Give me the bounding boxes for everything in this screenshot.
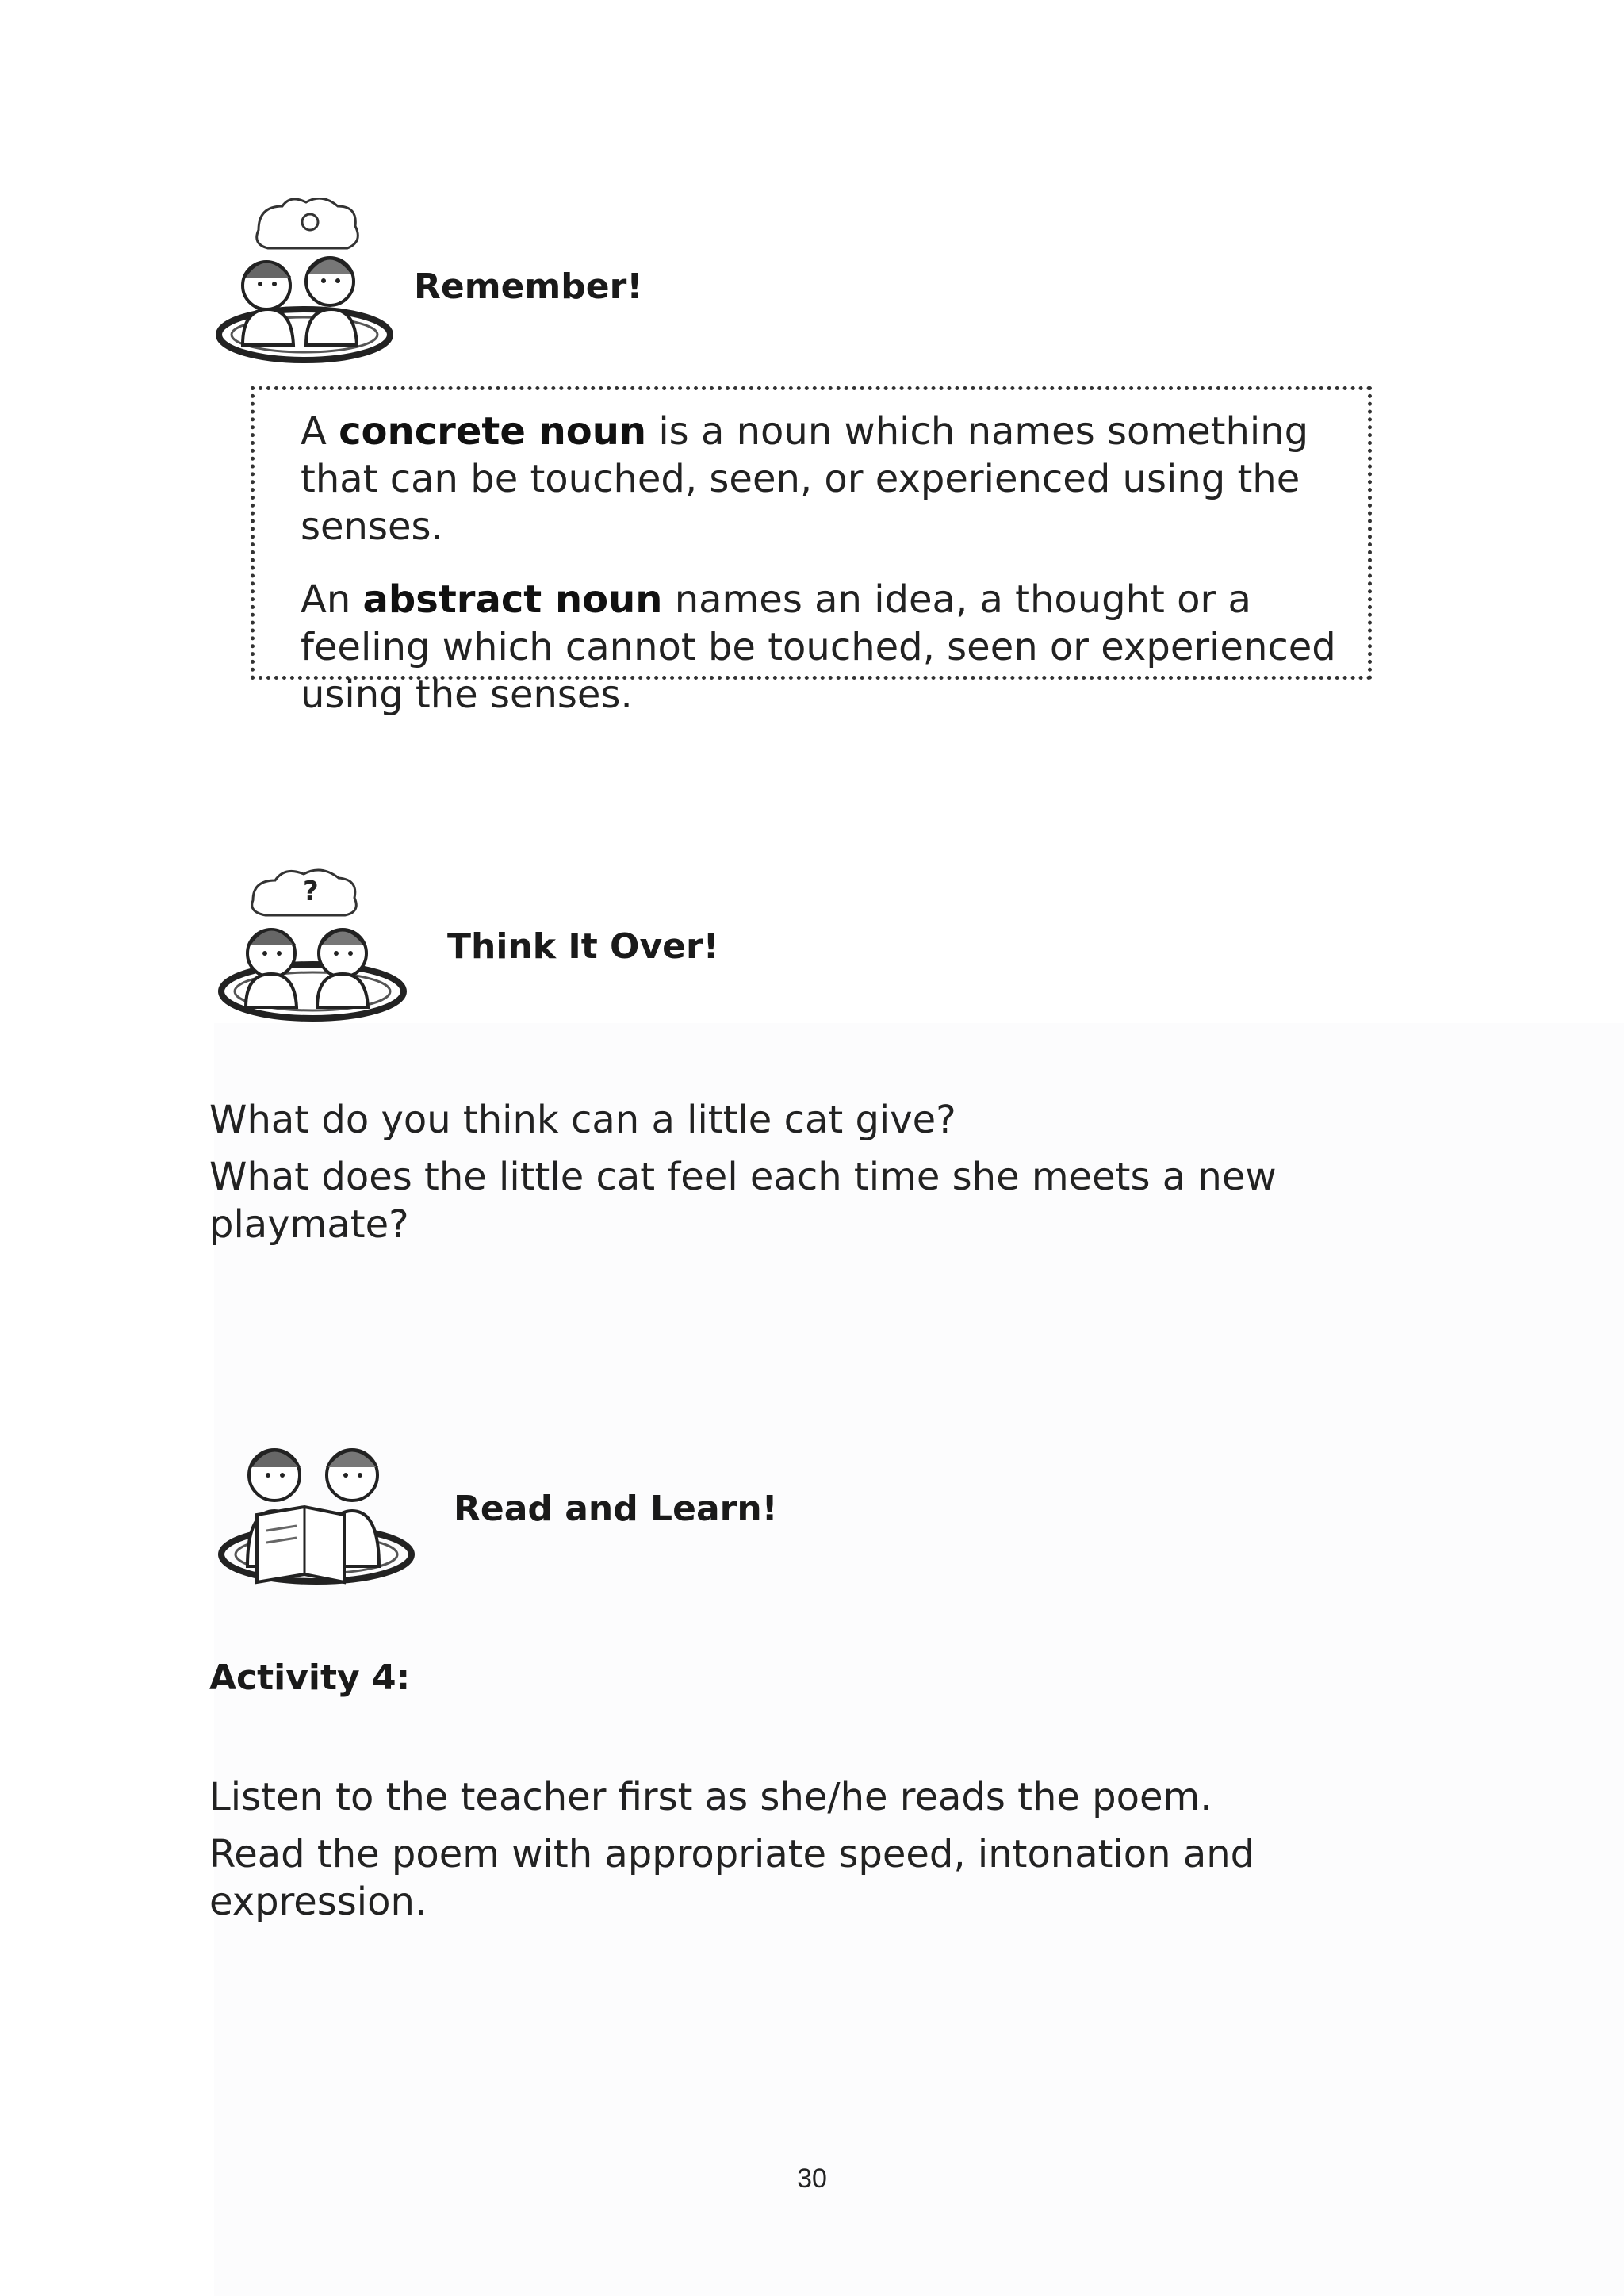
concrete-noun-term: concrete noun: [339, 409, 647, 454]
page-number: 30: [797, 2164, 827, 2194]
svg-text:?: ?: [303, 876, 319, 907]
concrete-noun-definition: A concrete noun is a noun which names something that can be touched, seen, or experienced using the senses.: [301, 409, 1309, 549]
abstract-noun-term: abstract noun: [362, 577, 663, 622]
definition-box: [251, 386, 1372, 717]
question-1: What do you think can a little cat give?: [209, 1098, 956, 1142]
abstract-noun-definition: An abstract noun names an idea, a thought or a feeling which cannot be touched, seen or experienced using the senses.: [301, 577, 1336, 717]
think-it-over-heading: Think It Over!: [447, 926, 719, 967]
question-2: What does the little cat feel each time she meets a new playmate?: [209, 1155, 1277, 1247]
remember-children-icon: [211, 198, 393, 365]
remember-heading: Remember!: [414, 266, 643, 307]
read-children-icon: [209, 1428, 419, 1594]
instruction-2: Read the poem with appropriate speed, intonation and expression.: [209, 1832, 1255, 1924]
activity-label: Activity 4:: [209, 1658, 411, 1698]
read-and-learn-heading: Read and Learn!: [454, 1489, 778, 1529]
think-questions: [209, 1096, 1367, 1258]
instruction-1: Listen to the teacher first as she/he reads the poem.: [209, 1775, 1212, 1819]
think-children-icon: [209, 864, 408, 1027]
activity-instructions: [209, 1773, 1367, 1935]
